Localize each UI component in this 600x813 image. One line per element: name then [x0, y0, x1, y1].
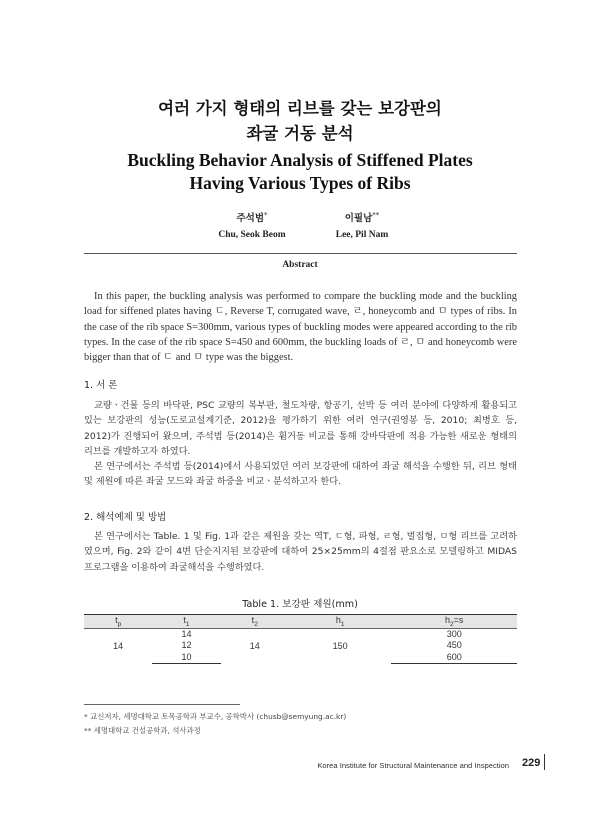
- cell-h1: 150: [332, 640, 348, 651]
- table-row: [84, 628, 517, 640]
- header-tp: $t_p$: [84, 615, 152, 629]
- cell-t2: 14: [249, 640, 260, 651]
- footnote-2-mark: **: [84, 726, 92, 735]
- section-2-heading: 2. 해석예제 및 방법: [84, 512, 167, 523]
- header-t1: $t_1$: [152, 615, 220, 629]
- header-h2s: $h_2=s$: [391, 615, 517, 629]
- section-1-paragraph-2: 본 연구에서는 주석범 등(2014)에서 사용되었던 여러 보강판에 대하여 좌굴 해석을 수행한 뒤, 리브 형태 및 제원에 따른 좌굴 모드와 좌굴 하중을 비교ㆍ분석하고자 한다.: [84, 461, 517, 488]
- korean-title-line-2: 좌굴 거동 분석: [246, 124, 354, 143]
- author-2-korean-name: 이필남: [344, 213, 373, 224]
- english-title-line-1: Buckling Behavior Analysis of Stiffened Plates: [127, 150, 473, 170]
- abstract-text: In this paper, the buckling analysis was performed to compare the buckling mode and the buckling load for siffened plates having ㄷ, Reverse T, corrugated wave, ㄹ, honeycomb and ㅁ types of ribs. In the case of the rib space S=300mm, various types of buckling modes were appeared according to the rib types. In the case of the rib space S=450 and 600mm, the buckling loads of ㄹ, ㅁ and honeycomb were bigger than that of ㄷ and ㅁ type was the biggest.: [84, 291, 517, 364]
- author-1-english-name: Chu, Seok Beom: [218, 230, 286, 240]
- table-header-row: [84, 615, 517, 629]
- cell-tp: 14: [113, 640, 124, 651]
- page-number: 229: [522, 757, 541, 769]
- section-2-body: [84, 529, 517, 575]
- footnote-2: [84, 725, 201, 736]
- author-1-korean-name: 주석범: [236, 213, 265, 224]
- spec-table: [84, 614, 517, 664]
- abstract-heading: Abstract: [282, 260, 318, 270]
- korean-title-line-1: 여러 가지 형태의 리브를 갖는 보강판의: [158, 99, 442, 118]
- footnote-1-text: 교신저자, 세명대학교 토목공학과 부교수, 공학박사 (chusb@semyung.ac.kr): [90, 712, 347, 721]
- author-1-mark: *: [264, 210, 268, 219]
- section-1-heading: 1. 서 론: [84, 380, 118, 391]
- footnote-1: [84, 711, 346, 722]
- header-t2: $t_2$: [221, 615, 289, 629]
- english-title-line-2: Having Various Types of Ribs: [189, 173, 411, 193]
- table-caption: Table 1. 보강판 제원(mm): [242, 599, 358, 610]
- section-1-body: [84, 398, 517, 490]
- footer-journal-name: Korea Institute for Structural Maintenance and Inspection: [317, 761, 509, 770]
- cell-h2s-1: 300: [446, 628, 462, 639]
- cell-h2s-2: 450: [446, 640, 462, 651]
- cell-t1-2: 12: [181, 640, 192, 651]
- footnote-rule: [84, 704, 240, 705]
- cell-h2s-3: 600: [391, 652, 517, 664]
- footnote-1-mark: *: [84, 712, 88, 721]
- author-2: [282, 210, 442, 240]
- author-2-english-name: Lee, Pil Nam: [335, 230, 389, 240]
- abstract-top-rule: [84, 253, 517, 254]
- page-number-bar: [544, 754, 545, 770]
- cell-t1-3: 10: [152, 652, 220, 664]
- header-h1: $h_1$: [289, 615, 392, 629]
- section-1-paragraph-1: 교량ㆍ건물 등의 바닥판, PSC 교량의 복부판, 철도차량, 항공기, 선박 등 여러 분야에 다양하게 활용되고 있는 보강판의 성능(도로교설계기준, 2012)을 평가하기 위한 여러 연구(권영봉 등, 2010; 최병호 등, 2012)가 진행되어 왔으며, 주석범 등(2014)은 휨거동 비교를 통해 강바닥판에 적용 가능한 새로운 형태의 리브를 개발하고자 하였다.: [84, 400, 517, 457]
- section-2-paragraph-1: 본 연구에서는 Table. 1 및 Fig. 1과 같은 제원을 갖는 역T, ㄷ형, 파형, ㄹ형, 벌집형, ㅁ형 리브를 고려하였으며, Fig. 2와 같이 4변 단순지지된 보강판에 대하여 25×25mm의 4절점 판요소로 모델링하고 MIDAS 프로그램을 이용하여 좌굴해석을 수행하였다.: [84, 531, 517, 573]
- author-2-mark: **: [372, 210, 380, 219]
- cell-t1-1: 14: [181, 628, 192, 639]
- footnote-2-text: 세명대학교 건설공학과, 석사과정: [93, 726, 201, 735]
